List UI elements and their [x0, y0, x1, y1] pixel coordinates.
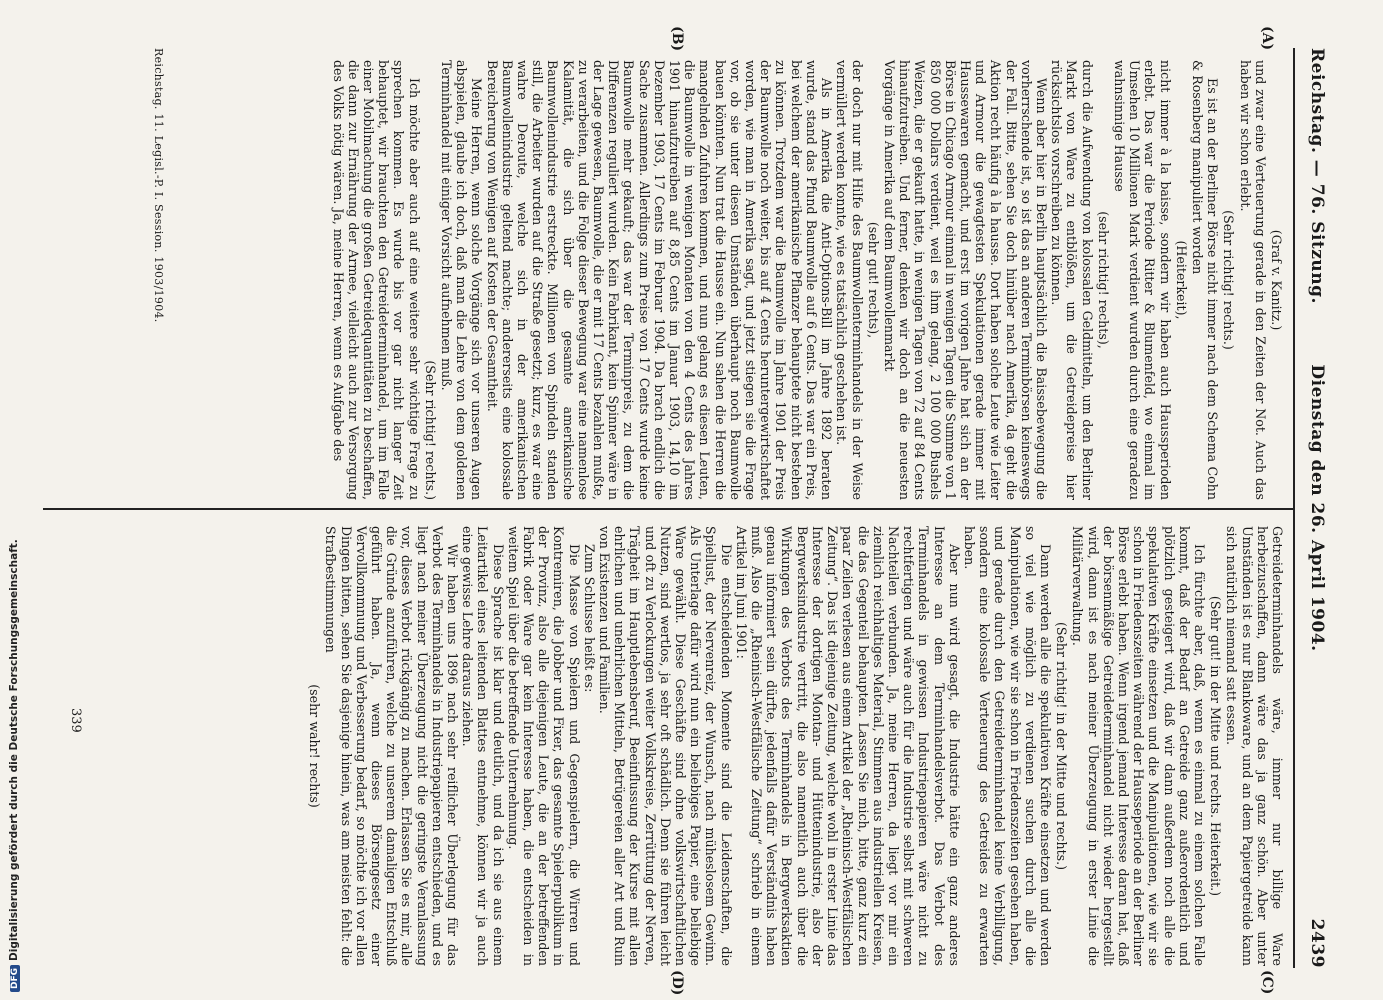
header-left: Reichstag. — 76. Sitzung.	[1307, 48, 1327, 304]
interjection: (Sehr gut! in der Mitte und rechts. Heiterkeit.)	[1208, 595, 1224, 897]
margin-marker-d: (D)	[669, 970, 685, 996]
paragraph: und zwar eine Verteuerung gerade in den Zeiten der Not. Auch das haben wir schon erlebt.	[1237, 60, 1268, 500]
margin-marker-b: (B)	[669, 26, 685, 52]
paragraph: durch die Aufwendung von kolossalen Geldmitteln, um den Berliner Markt von Ware zu entblößen, um die Getreidepreise hier rücksichtslos vorschreiben zu können.	[1049, 60, 1095, 500]
right-column	[306, 526, 1285, 966]
interjection: (sehr richtig! rechts),	[1095, 211, 1111, 349]
paragraph: Die Masse von Spielern und Gegenspielern, die Wirren und Kontremiren, die Jobber und Fixer, das gesamte Spielerpublikum in der Provinz, also alle diejenigen Leute, die an der betreffenden Fabrik oder Ware gar kein Interesse haben, die entscheiden in weitem Spiel über die betreffende Unternehmung.	[505, 526, 582, 966]
paragraph: der doch nur mit Hilfe des Baumwollenterminhandels in der Weise vermüllert werden konnte, wie es tatsächlich geschehen ist.	[834, 60, 865, 500]
dfg-logo-icon: DFG	[10, 965, 20, 992]
document-page	[15, 8, 1345, 998]
column-divider	[43, 508, 1293, 510]
paragraph: Wenn aber hier in Berlin hauptsächlich die Baissebewegung die vorherrschende ist, so ist das an anderen Terminbörsen keineswegs der Fall. Bitte, sehen Sie doch hinüber nach Amerika, da geht die Aktion recht häufig à la hausse. Dort haben solche Leute wie Leiter und Armour die gewagtesten Spekulationen gerade immer mit Haussewaren gemacht, und erst im vorigen Jahre hat sich an der Börse in Chicago Armour einmal in wenigen Tagen die Summe von 1 850 000 Dollars verdient, weil es ihm gelang, 2 100 000 Bushels Weizen, die er gekauft hatte, in wenigen Tagen von 72 auf 84 Cents hinaufzutreiben. Und ferner, denken wir doch an die neuesten Vorgänge in Amerika auf dem Baumwollenmarkt	[881, 60, 1049, 500]
interjection: (Sehr richtig! in der Mitte und rechts.)	[1054, 621, 1070, 871]
interjection: (Heiterkeit),	[1173, 240, 1189, 320]
header-date: Dienstag den 26. April 1904.	[1307, 364, 1327, 652]
paragraph: Ich möchte aber auch auf eine weitere sehr wichtige Frage zu sprechen kommen. Es wurde bis vor gar nicht langer Zeit behauptet, wir brauchten den Getreideterminhandel, um im Falle einer Mobilmachung die großen Getreidequantitäten zu beschaffen, die dann zur Ernährung der Armee, vielleicht auch zur Versorgung des Volks nötig wären. Ja, meine Herren, wenn es Aufgabe des	[330, 60, 422, 500]
interjection: (sehr wahr! rechts)	[307, 684, 323, 808]
paragraph: Ich fürchte aber, daß, wenn es einmal zu einem solchen Falle kommt, daß der Bedarf an Getreide ganz außerordentlich und plötzlich gesteigert wird, daß wir dann außerdem noch alle die spekulativen Kräfte einsetzen und die Manipulationen, wie wir sie schon in Friedenszeiten während der Hausseperiode an der Berliner Börse erlebt haben. Wenn irgend jemand Interesse daran hat, daß der börsenmäßige Getreideterminhandel nicht wieder hergestellt wird, dann ist es nach meiner Überzeugung in erster Linie die Militärverwaltung.	[1070, 526, 1207, 966]
paragraph: Getreideterminhandels wäre, immer nur billige Ware herbeizuschaffen, dann wäre das ja ganz schön. Aber unter Umständen ist es nur Blankoware, und an dem Papiergetreide kann sich natürlich niemand satt essen.	[1224, 526, 1285, 966]
page-header	[1299, 48, 1327, 968]
interjection: (Sehr richtig! rechts.)	[422, 360, 438, 500]
paragraph: Diese Sprache ist klar und deutlich, und da ich sie aus einem Leitartikel eines leitenden Blattes entnehme, können wir ja auch eine gewisse Lehre daraus ziehen.	[460, 526, 506, 966]
margin-marker-a: (A)	[1259, 26, 1275, 51]
header-page-number: 2439	[1307, 918, 1327, 968]
paragraph: Dann werden alle die spekulativen Kräfte einsetzen und werden so viel wie möglich zu verdienen suchen durch alle die Manipulationen, wie wir sie schon in Friedenszeiten gesehen haben, und gerade durch den Getreideterminhandel keine Verbilligung, sondern eine kolossale Verteuerung des Getreides zu erwarten haben.	[961, 526, 1053, 966]
interjection: (sehr gut! rechts),	[865, 221, 881, 339]
funding-note-text: Digitalisierung gefördert durch die Deutsche Forschungsgemeinschaft.	[8, 539, 20, 961]
paragraph: Meine Herren, wenn solche Vorgänge sich vor unseren Augen abspielen, glaube ich doch, daß man die Lehre von dem goldenen Terminhandel mit einiger Vorsicht aufnehmen muß.	[439, 60, 485, 500]
paragraph: nicht immer à la baisse, sondern wir haben auch Haussperioden erlebt. Das war die Periode Ritter & Blumenfeld, wo einmal im Umsehen 10 Millionen Mark verdient wurden durch eine geradezu wahnsinnige Hausse	[1111, 60, 1173, 500]
footer-page-number: 339	[68, 708, 83, 733]
paragraph: Zum Schlusse heißt es:	[581, 544, 597, 693]
interjection: (Graf v. Kanitz.)	[1269, 229, 1284, 331]
interjection: (Sehr richtig! rechts.)	[1221, 210, 1237, 350]
paragraph: Als in Amerika die Anti-Options-Bill im Jahre 1892 beraten wurde, stand das Pfund Baumwolle auf 6 Cents. Das war ein Preis, bei welchem der amerikanische Pflanzer behauptete nicht bestehen zu können. Trotzdem war die Baumwolle im Jahre 1901 der Preis der Baumwolle noch weiter, bis auf 4 Cents heruntergewirtschaftet worden, wie man in Amerika sagt, und jetzt stiegen sie die Frage vor, ob sie unter diesen Umständen überhaupt noch Baumwolle bauen könnten. Nun trat die Hausse ein. Nun sahen die Herren die mangelnden Zufuhren kommen, und nun gelang es diesen Leuten, die Baumwolle in wenigen Monaten von den 4 Cents des Jahres 1901 hinaufzutreiben auf 8,85 Cents im Januar 1903, 14,10 im Dezember 1903, 17 Cents im Februar 1904. Da brach endlich die Sache zusammen. Allerdings zum Preise von 17 Cents wurde keine Baumwolle mehr gekauft; das war der Terminpreis, zu dem die Differenzen reguliert wurden. Kein Fabrikant, kein Spinner wäre in der Lage gewesen, Baumwolle, die er mit 17 Cents bezahlen mußte, zu verarbeiten, und die Folge dieser Bewegung war eine namenlose Kalamität, die sich über die gesamte amerikanische Baumwollenindustrie erstreckte. Millionen von Spindeln standen still, die Arbeiter wurden auf die Straße gesetzt; kurz, es war eine wahre Deroute, welche sich in der amerikanischen Baumwollenindustrie geltend machte; andererseits eine kolossale Bereicherung von Wenigen auf Kosten der Gesamtheit.	[484, 60, 835, 500]
footer-publication: Reichstag. 11. Legisl.-P. I. Session. 1903/1904.	[152, 48, 165, 323]
funding-note	[8, 539, 20, 992]
margin-marker-c: (C)	[1259, 970, 1275, 995]
paragraph: Es ist an der Berliner Börse nicht immer nach dem Schema Cohn & Rosenberg manipuliert worden	[1189, 60, 1221, 500]
left-column	[330, 60, 1285, 500]
paragraph: Aber nun wird gesagt, die Industrie hätte ein ganz anderes Interesse an dem Terminhandelsverbot. Das Verbot des Terminhandels in gewissen Industriepapieren wäre nicht zu rechtfertigen und wäre auch für die Industrie selbst mit schweren Nachteilen verbunden. Ja, meine Herren, da liegt vor mir ein ziemlich reichhaltiges Material, Stimmen aus industriellen Kreisen, die das Gegenteil behaupten. Lassen Sie mich, bitte, ganz kurz ein paar Zeilen verlesen aus einem Artikel der „Rheinisch-Westfälischen Zeitung“. Das ist diejenige Zeitung, welche wohl in erster Linie das Interesse der dortigen Montan- und Hüttenindustrie, also der Bergwerksindustrie vertritt, die also namentlich auch über die Wirkungen des Verbots des Terminhandels in Bergwerksaktien genau informiert sein dürfte, jedenfalls dafür Verständnis haben muß. Also die „Rheinisch-Westfälische Zeitung“ schrieb in einem Artikel im Juni 1901:	[733, 526, 962, 966]
header-rule	[1293, 48, 1295, 968]
paragraph: Die entscheidenden Momente sind die Leidenschaften, die Spiellust, der Nervenreiz, der Wunsch, nach müheslosem Gewinn. Als Unterlage dafür wird nun ein beliebiges Papier, eine beliebige Ware gewählt. Diese Geschäfte sind ohne volkswirtschaftlichen Nutzen, sind wertlos, ja sehr oft schädlich. Denn sie führen leicht und oft zu Verlockungen weiter Volkskreise, Zerrüttung der Nerven, Trägheit im Hauptlebensberuf, Beeinflussung der Kurse mit allen ehrlichen und unehrlichen Mitteln, Betrügereien aller Art und Ruin von Existenzen und Familien.	[597, 526, 734, 966]
paragraph: Wir haben uns 1896 nach sehr reiflicher Überlegung für das Verbot des Terminhandels in Industriepapieren entschieden, und es liegt nach meiner Überzeugung nicht die geringste Veranlassung vor, dieses Verbot rückgängig zu machen. Erlassen Sie es mir, alle die Gründe anzuführen, welche zu unserem damaligen Entschluß geführt haben. Ja, wenn dieses Börsengesetz einer Vervollkommnung und Verbesserung bedarf, so möchte ich vor allen Dingen bitten, sehen Sie dasjenige hinein, was am meisten fehlt: die Strafbestimmungen	[323, 526, 461, 966]
